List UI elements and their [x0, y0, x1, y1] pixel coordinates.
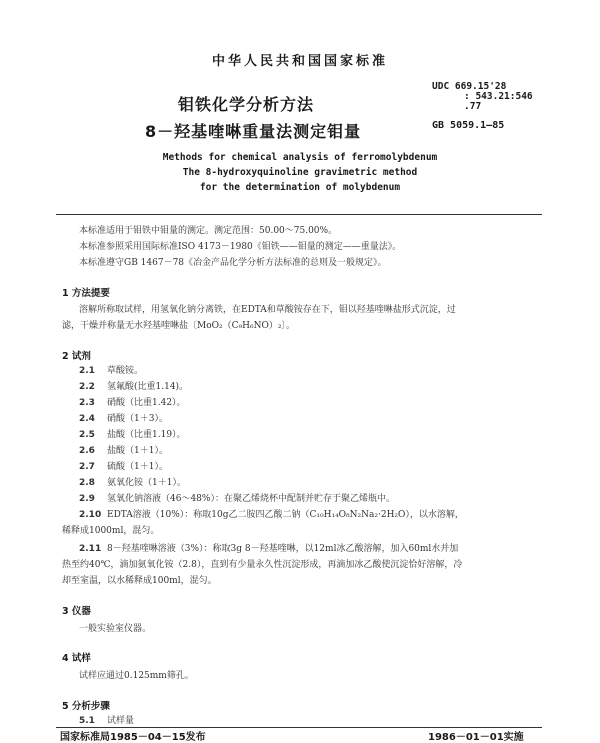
title-line-2: 8－羟基喹啉重量法测定钼量: [145, 122, 362, 141]
english-title-1: Methods for chemical analysis of ferromolybdenum: [162, 152, 438, 163]
reagent-item: 2.1 草酸铵。: [79, 366, 144, 376]
section-5-title: 5 分析步骤: [62, 701, 110, 712]
reagent-item: 2.6 盐酸（1＋1）。: [79, 446, 168, 456]
gb-number: GB 5059.1—85: [432, 120, 505, 131]
reagent-item-2-11-cont-1: 热至约40℃，滴加氨氧化铵（2.8），直到有少量永久性沉淀形成，再滴加冰乙酸使沉淀恰好溶解，冷: [62, 560, 463, 570]
reagent-item: 2.7 硫酸（1＋1）。: [79, 462, 168, 472]
top-divider: [56, 214, 542, 215]
reagent-item: 2.9 氢氧化钠溶液（46～48%）：在聚乙烯烧杯中配制并贮存于聚乙烯瓶中。: [79, 494, 395, 504]
issue-date: 国家标准局1985－04－15发布: [60, 732, 206, 743]
reagent-item-2-11: 2.11 8－羟基喹啉溶液（3%）：称取3g 8－羟基喹啉，以12ml冰乙酸溶解，加入60ml水并加: [79, 544, 459, 554]
section-3-text: 一般实验室仪器。: [79, 624, 152, 634]
reagent-item-2-10: 2.10 EDTA溶液（10%）：称取10g乙二胺四乙酸二钠（C₁₀H₁₄O₈N₂Na₂·2H₂O），以水溶解，: [79, 510, 464, 520]
section-4-text: 试样应通过0.125mm筛孔。: [79, 671, 194, 681]
udc-code: [432, 82, 533, 112]
section-5-1: 5.1 试样量: [79, 716, 135, 726]
section-1-text-1: 溶解所称取试样，用氢氧化钠分离铁，在EDTA和草酸铵存在下，钼以羟基喹啉盐形式沉淀，过: [79, 305, 456, 315]
intro-line-3: 本标准遵守GB 1467－78《冶金产品化学分析方法标准的总则及一般规定》。: [79, 258, 387, 268]
reagent-item-2-11-cont-2: 却至室温，以水稀释成100ml，混匀。: [62, 576, 217, 586]
udc-line-2: : 543.21:546: [464, 91, 533, 102]
title-line-1: 钼铁化学分析方法: [178, 95, 315, 114]
intro-line-2: 本标准参照采用国际标准ISO 4173－1980《钼铁——钼量的测定——重量法》。: [79, 242, 402, 252]
reagent-item: 2.5 盐酸（比重1.19）。: [79, 430, 186, 440]
section-4-title: 4 试样: [62, 653, 91, 664]
reagent-item: 2.4 硝酸（1＋3）。: [79, 414, 168, 424]
english-title-2: The 8-hydroxyquinoline gravimetric method: [182, 167, 418, 178]
section-2-title: 2 试剂: [62, 351, 91, 362]
reagent-item: 2.8 氨氧化铵（1＋1）。: [79, 478, 186, 488]
intro-line-1: 本标准适用于钼铁中钼量的测定。测定范围：50.00～75.00%。: [79, 226, 338, 236]
english-title-3: for the determination of molybdenum: [199, 182, 401, 193]
reagent-item: 2.2 氢氟酸(比重1.14)。: [79, 382, 189, 392]
standard-header: 中华人民共和国国家标准: [211, 54, 388, 69]
reagent-item: 2.3 硝酸（比重1.42）。: [79, 398, 186, 408]
udc-line-3: .77: [464, 101, 482, 112]
udc-line-1: UDC 669.15'28: [432, 81, 507, 92]
section-3-title: 3 仪器: [62, 606, 91, 617]
effective-date: 1986－01－01实施: [428, 732, 524, 743]
section-1-title: 1 方法提要: [62, 288, 110, 299]
section-1-text-2: 滤，干燥并称量无水羟基喹啉盐〔MoO₂（C₉H₆NO）₂〕。: [62, 321, 295, 331]
reagent-item-2-10-cont: 稀释成1000ml，混匀。: [62, 526, 160, 536]
